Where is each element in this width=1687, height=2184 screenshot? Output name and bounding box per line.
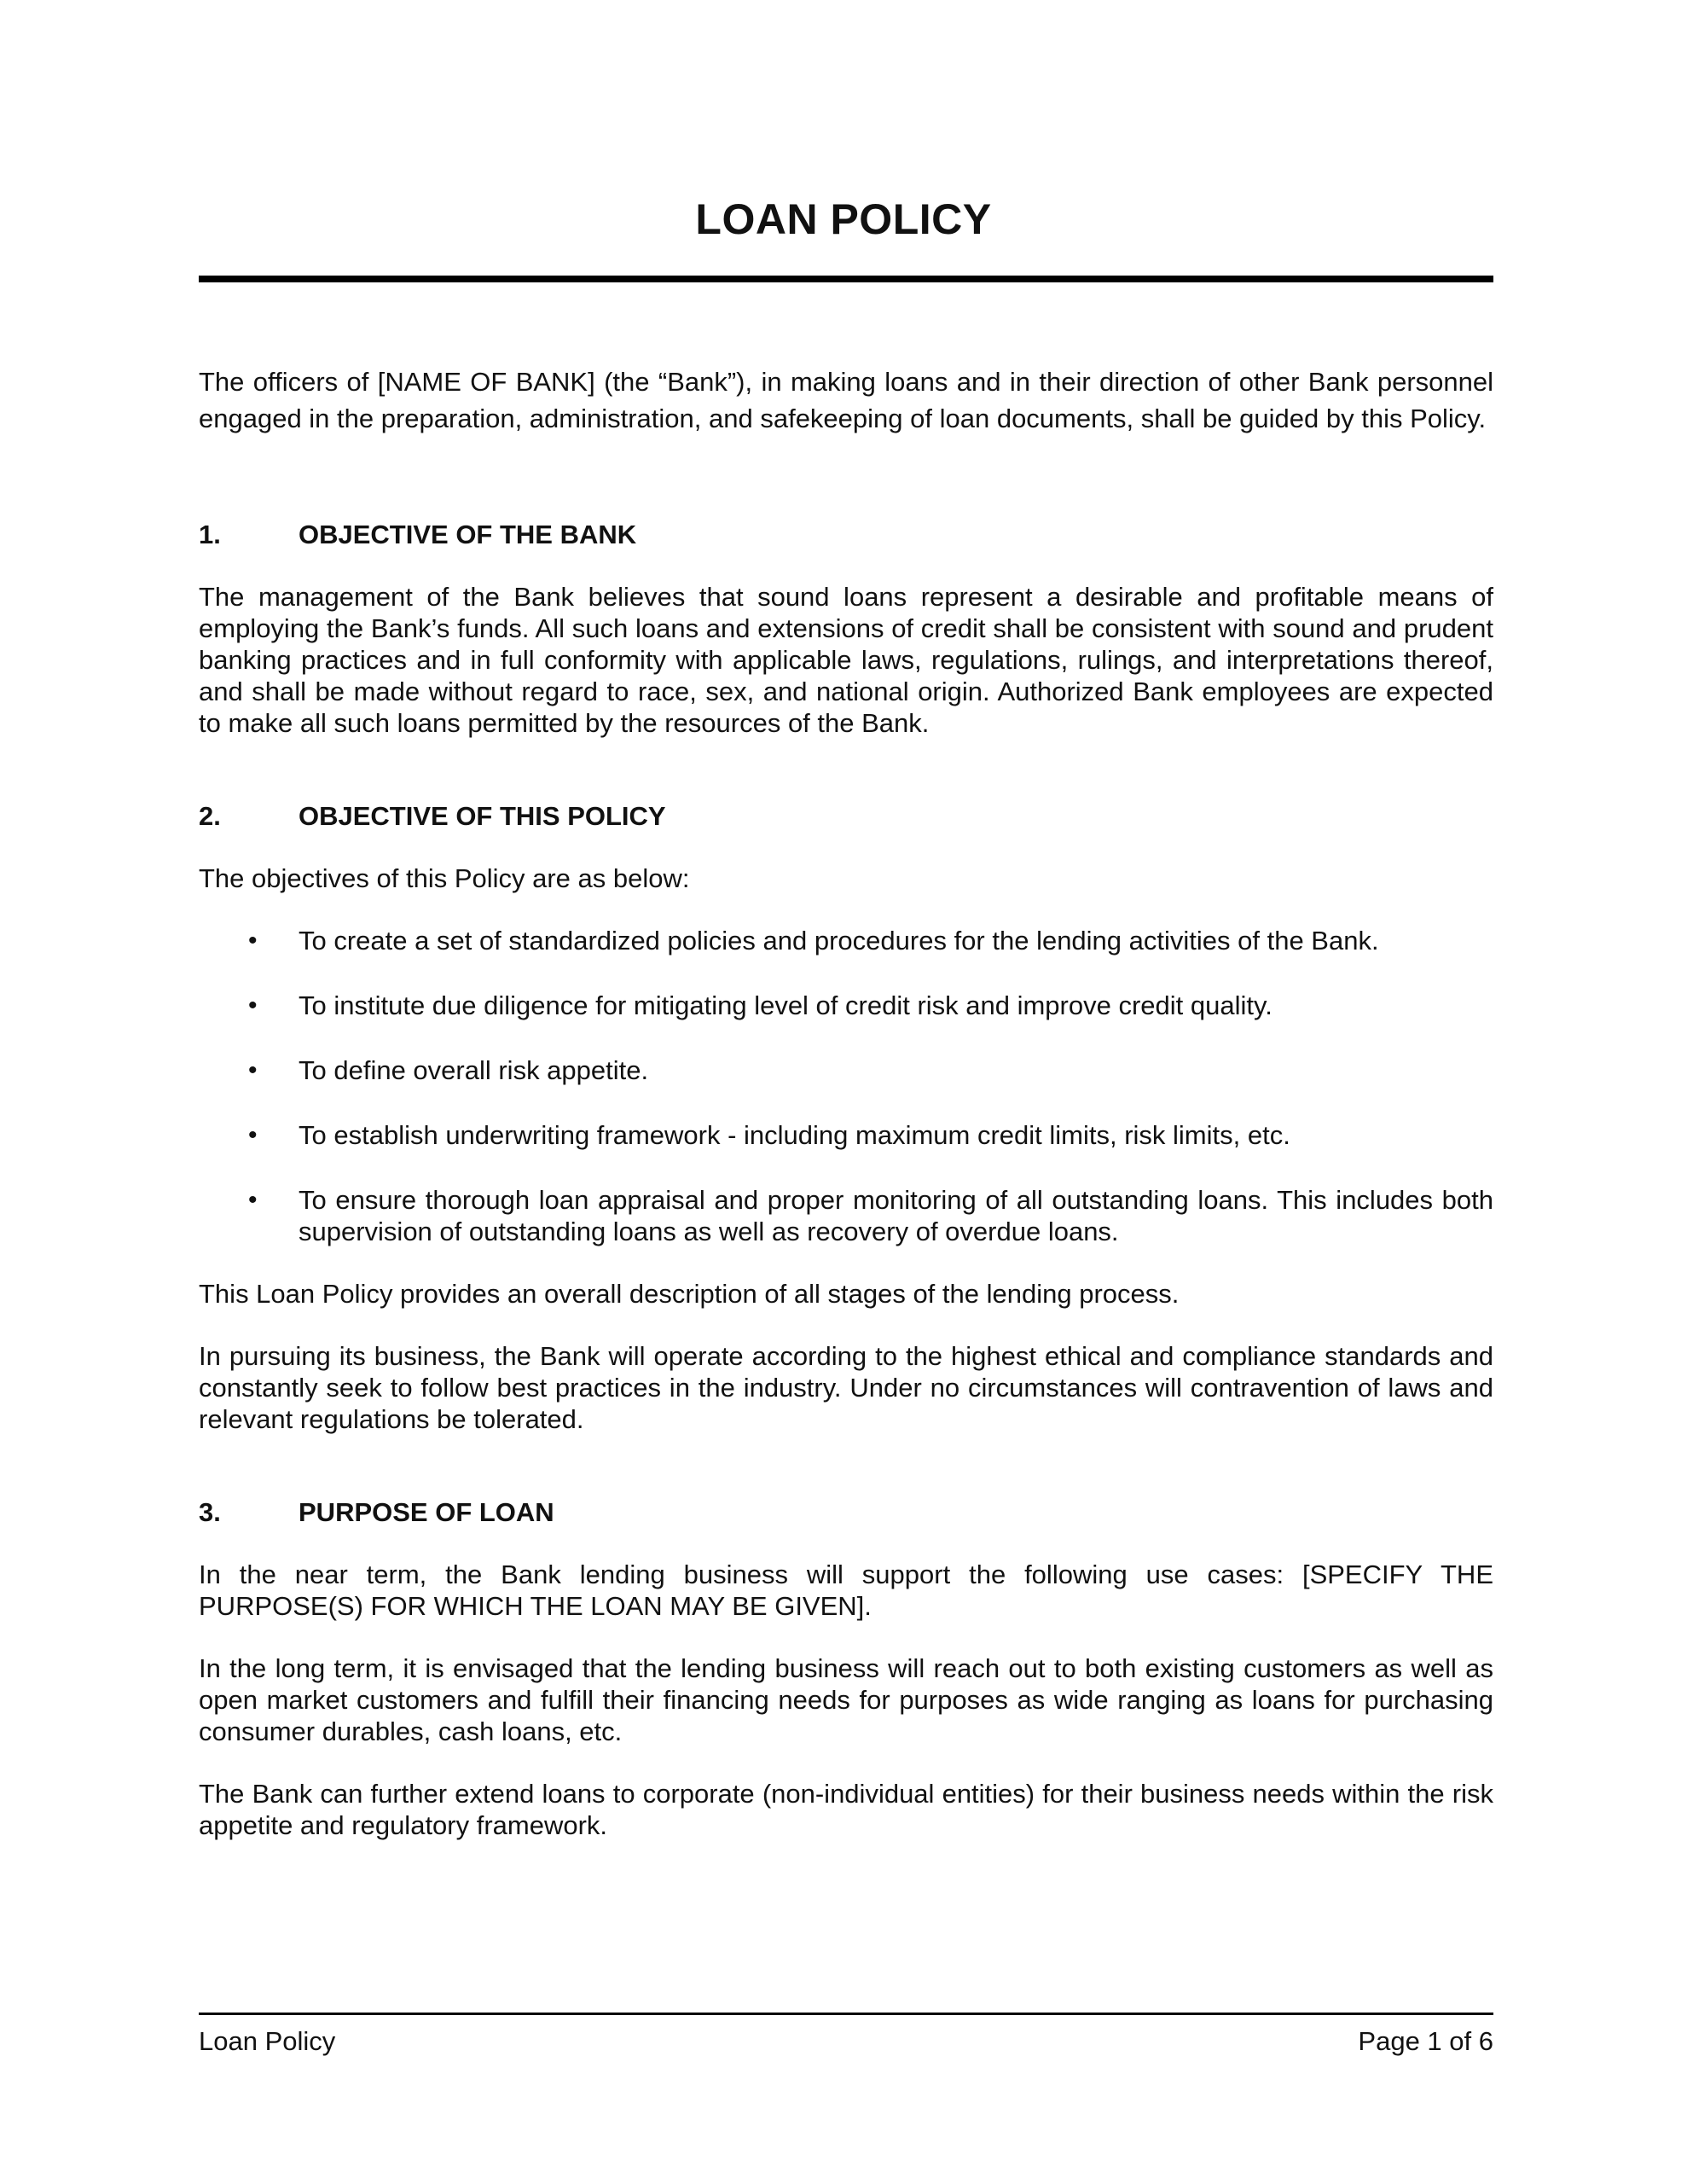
section-2-paragraph: In pursuing its business, the Bank will operate according to the highest ethical and compliance standards and constantly seek to follow best practices in the industry. Under no circumstances will contravention of laws and relevant regulations be tolerated. [199, 1341, 1493, 1434]
section-2-paragraph: This Loan Policy provides an overall description of all stages of the lending process. [199, 1279, 1180, 1309]
list-item: • To create a set of standardized policies and procedures for the lending activities of the Bank. [199, 925, 1493, 956]
bullet-icon: • [248, 991, 258, 1019]
bullet-icon: • [248, 926, 258, 955]
document-title: LOAN POLICY [695, 195, 992, 243]
section-3-paragraph: In the near term, the Bank lending business will support the following use cases: [SPECIFY THE PURPOSE(S) FOR WHICH THE LOAN MAY BE GIVEN]. [199, 1560, 1493, 1621]
section-title: OBJECTIVE OF THE BANK [299, 520, 637, 549]
bullet-icon: • [248, 1121, 258, 1149]
section-number: 2. [199, 801, 221, 831]
footer-page-number: Page 1 of 6 [1358, 2026, 1493, 2056]
section-title: OBJECTIVE OF THIS POLICY [299, 801, 666, 831]
objectives-list [199, 925, 1493, 1247]
list-item: • To establish underwriting framework - including maximum credit limits, risk limits, etc. [199, 1119, 1493, 1151]
document-body [199, 363, 1493, 1841]
section-1-paragraph: The management of the Bank believes that sound loans represent a desirable and profitable means of employing the Bank’s funds. All such loans and extensions of credit shall be consistent with sound and prudent banking practices and in full conformity with applicable laws, regulations, rulings, and interpretations thereof, and shall be made without regard to race, sex, and national origin. Authorized Bank employees are expected to make all such loans permitted by the resources of the Bank. [199, 582, 1493, 738]
list-item: • To define overall risk appetite. [199, 1054, 1493, 1086]
footer-divider [199, 2013, 1493, 2015]
section-3-paragraph: The Bank can further extend loans to corporate (non-individual entities) for their business needs within the risk appetite and regulatory framework. [199, 1779, 1493, 1840]
section-title: PURPOSE OF LOAN [299, 1497, 554, 1527]
section-2-lead: The objectives of this Policy are as below: [199, 863, 690, 893]
bullet-icon: • [248, 1186, 258, 1214]
footer-document-name: Loan Policy [199, 2026, 336, 2056]
title-divider [199, 276, 1493, 282]
section-heading-2 [199, 800, 1493, 832]
bullet-icon: • [248, 1056, 258, 1084]
intro-paragraph: The officers of [NAME OF BANK] (the “Bank”), in making loans and in their direction of other Bank personnel engaged in the preparation, administration, and safekeeping of loan documents, shall be guided by this Policy. [199, 367, 1493, 433]
section-number: 3. [199, 1497, 221, 1527]
section-number: 1. [199, 520, 221, 549]
section-heading-3 [199, 1496, 1493, 1528]
list-item: • To ensure thorough loan appraisal and proper monitoring of all outstanding loans. This includes both supervision of outstanding loans as well as recovery of overdue loans. [199, 1184, 1493, 1247]
list-item: • To institute due diligence for mitigating level of credit risk and improve credit quality. [199, 990, 1493, 1021]
page-footer [199, 2025, 1493, 2057]
section-heading-1 [199, 519, 1493, 550]
section-3-paragraph: In the long term, it is envisaged that the lending business will reach out to both existing customers as well as open market customers and fulfill their financing needs for purposes as wide ranging as loans for purchasing consumer durables, cash loans, etc. [199, 1653, 1493, 1746]
